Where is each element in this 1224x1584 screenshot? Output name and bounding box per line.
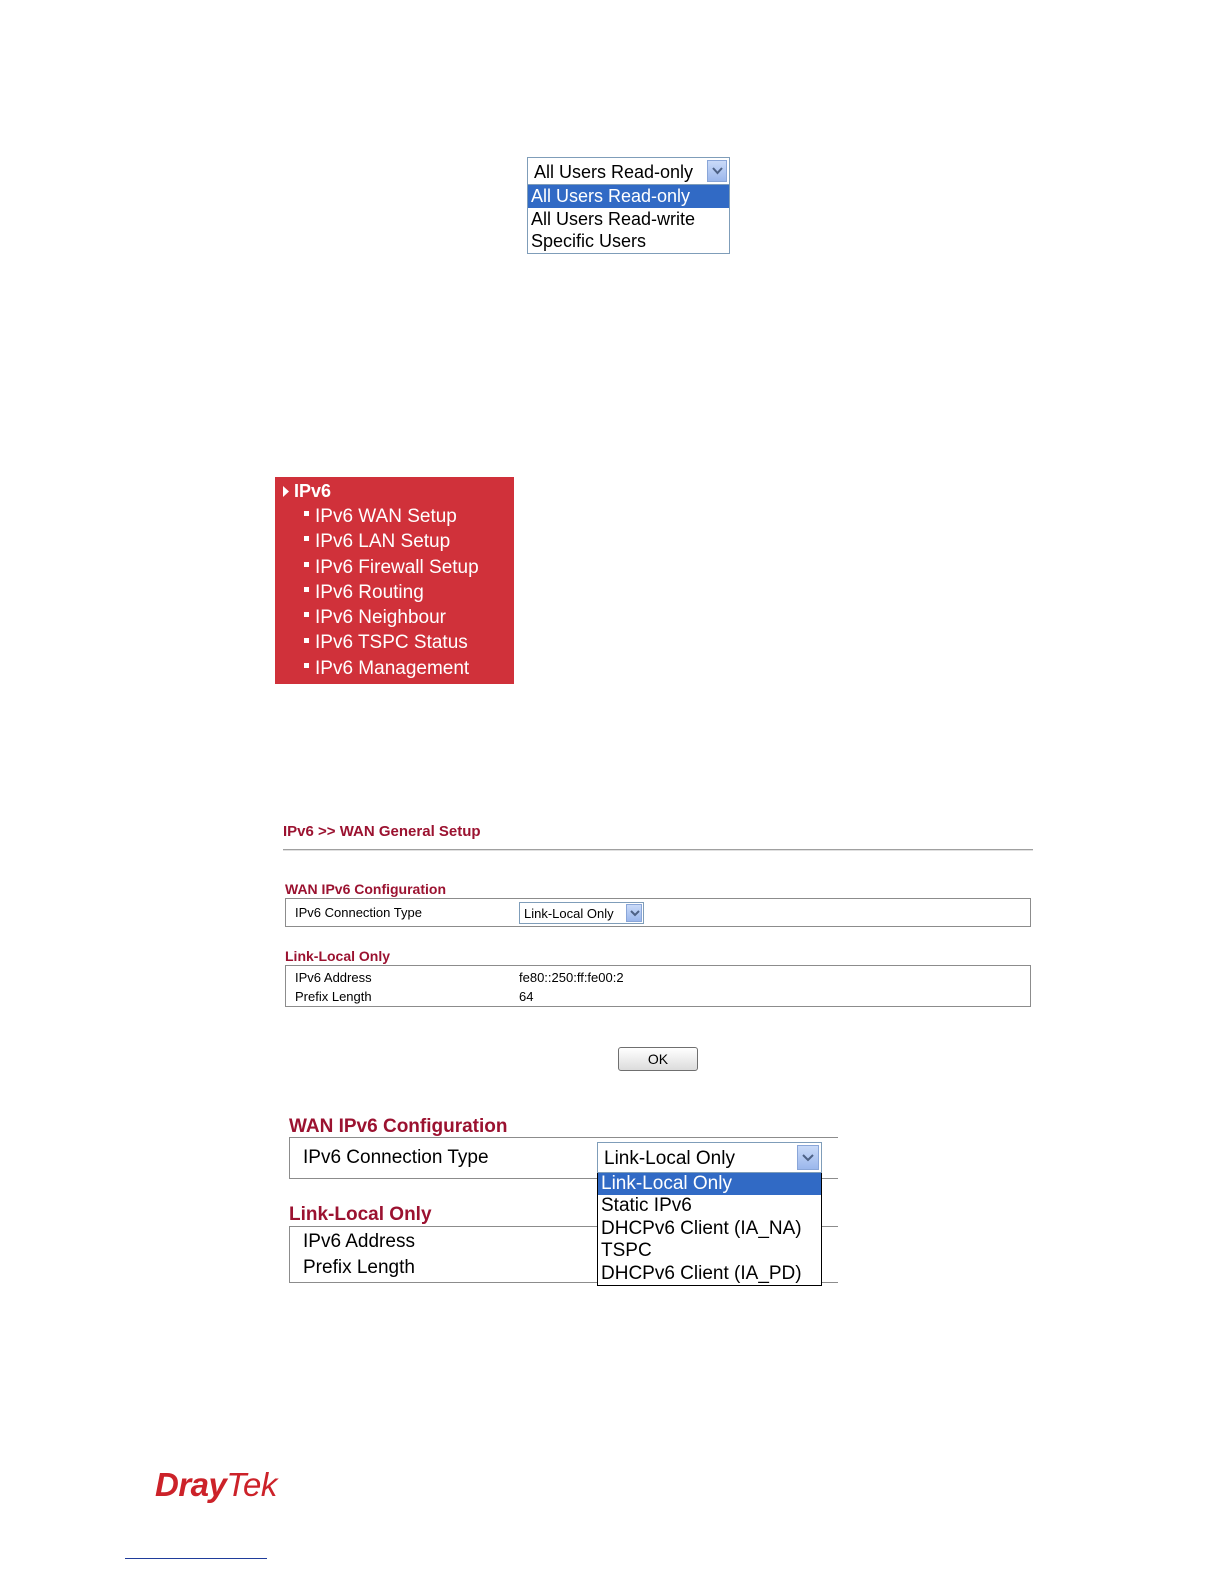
zoom-ipv6-address-label: IPv6 Address — [303, 1231, 415, 1252]
access-mode-selected: All Users Read-only — [534, 162, 694, 182]
prefix-length-label: Prefix Length — [295, 989, 372, 1004]
menu-item-label: IPv6 Neighbour — [315, 607, 446, 629]
menu-item-label: IPv6 Management — [315, 657, 470, 679]
access-option-read-write[interactable]: All Users Read-write — [531, 208, 696, 229]
ipv6-menu-header[interactable] — [283, 481, 331, 502]
access-mode-options — [527, 185, 730, 254]
chevron-down-icon[interactable] — [707, 160, 727, 182]
breadcrumb: IPv6 >> WAN General Setup — [283, 823, 481, 840]
bullet-icon — [304, 663, 309, 668]
access-mode-dropdown[interactable] — [527, 157, 730, 254]
option-dhcpv6-ia-pd[interactable]: DHCPv6 Client (IA_PD) — [601, 1262, 802, 1284]
connection-type-label: IPv6 Connection Type — [295, 905, 422, 920]
menu-item-ipv6-neighbour[interactable] — [304, 605, 479, 630]
menu-item-ipv6-tspc-status[interactable] — [304, 630, 479, 655]
zoom-connection-type-select[interactable] — [597, 1142, 822, 1173]
zoom-connection-type-selected: Link-Local Only — [604, 1148, 735, 1169]
prefix-length-value: 64 — [519, 989, 534, 1004]
menu-item-ipv6-management[interactable] — [304, 656, 479, 681]
link-local-box — [285, 965, 1031, 1007]
bullet-icon — [304, 612, 309, 617]
draytek-logo — [155, 1466, 277, 1504]
footer-divider — [125, 1558, 267, 1559]
ipv6-address-label: IPv6 Address — [295, 970, 372, 985]
bullet-icon — [304, 638, 309, 643]
zoom-wan-config-title: WAN IPv6 Configuration — [289, 1116, 508, 1137]
access-option-read-only[interactable]: All Users Read-only — [528, 185, 729, 208]
zoom-connection-type-options — [597, 1173, 822, 1286]
option-dhcpv6-ia-na[interactable]: DHCPv6 Client (IA_NA) — [601, 1217, 802, 1239]
link-local-title: Link-Local Only — [285, 948, 391, 964]
option-link-local-only[interactable]: Link-Local Only — [598, 1173, 821, 1195]
zoom-prefix-length-label: Prefix Length — [303, 1257, 415, 1278]
menu-item-label: IPv6 LAN Setup — [315, 531, 451, 553]
logo-dray: Dray — [155, 1466, 227, 1503]
ipv6-menu-title: IPv6 — [294, 481, 332, 501]
ipv6-menu — [275, 477, 514, 684]
ok-button[interactable]: OK — [618, 1047, 698, 1071]
menu-item-ipv6-routing[interactable] — [304, 580, 479, 605]
access-option-specific-users[interactable]: Specific Users — [531, 231, 647, 251]
wan-config-title: WAN IPv6 Configuration — [285, 881, 446, 897]
ipv6-address-value: fe80::250:ff:fe00:2 — [519, 970, 624, 985]
menu-item-ipv6-firewall-setup[interactable] — [304, 555, 479, 580]
menu-item-label: IPv6 WAN Setup — [315, 506, 457, 527]
logo-tek: Tek — [226, 1466, 277, 1503]
zoom-connection-type-dropdown[interactable] — [597, 1142, 822, 1286]
menu-item-label: IPv6 Routing — [315, 581, 424, 603]
menu-item-ipv6-wan-setup[interactable] — [304, 504, 479, 529]
chevron-down-icon[interactable] — [797, 1145, 819, 1170]
bullet-icon — [304, 587, 309, 592]
option-tspc[interactable]: TSPC — [601, 1240, 652, 1262]
caret-right-icon — [283, 486, 289, 497]
connection-type-value: Link-Local Only — [524, 906, 614, 921]
menu-item-label: IPv6 Firewall Setup — [315, 556, 479, 578]
zoom-connection-type-label: IPv6 Connection Type — [303, 1147, 489, 1168]
menu-item-ipv6-lan-setup[interactable] — [304, 529, 479, 554]
option-static-ipv6[interactable]: Static IPv6 — [601, 1195, 692, 1217]
bullet-icon — [304, 536, 309, 541]
divider — [283, 849, 1033, 851]
access-mode-select[interactable] — [527, 157, 730, 185]
zoom-link-local-title: Link-Local Only — [289, 1204, 432, 1225]
bullet-icon — [304, 562, 309, 567]
wan-config-box — [285, 898, 1031, 927]
chevron-down-icon[interactable] — [626, 904, 642, 922]
menu-item-label: IPv6 TSPC Status — [315, 632, 468, 654]
bullet-icon — [304, 511, 309, 516]
connection-type-select[interactable] — [519, 902, 644, 924]
